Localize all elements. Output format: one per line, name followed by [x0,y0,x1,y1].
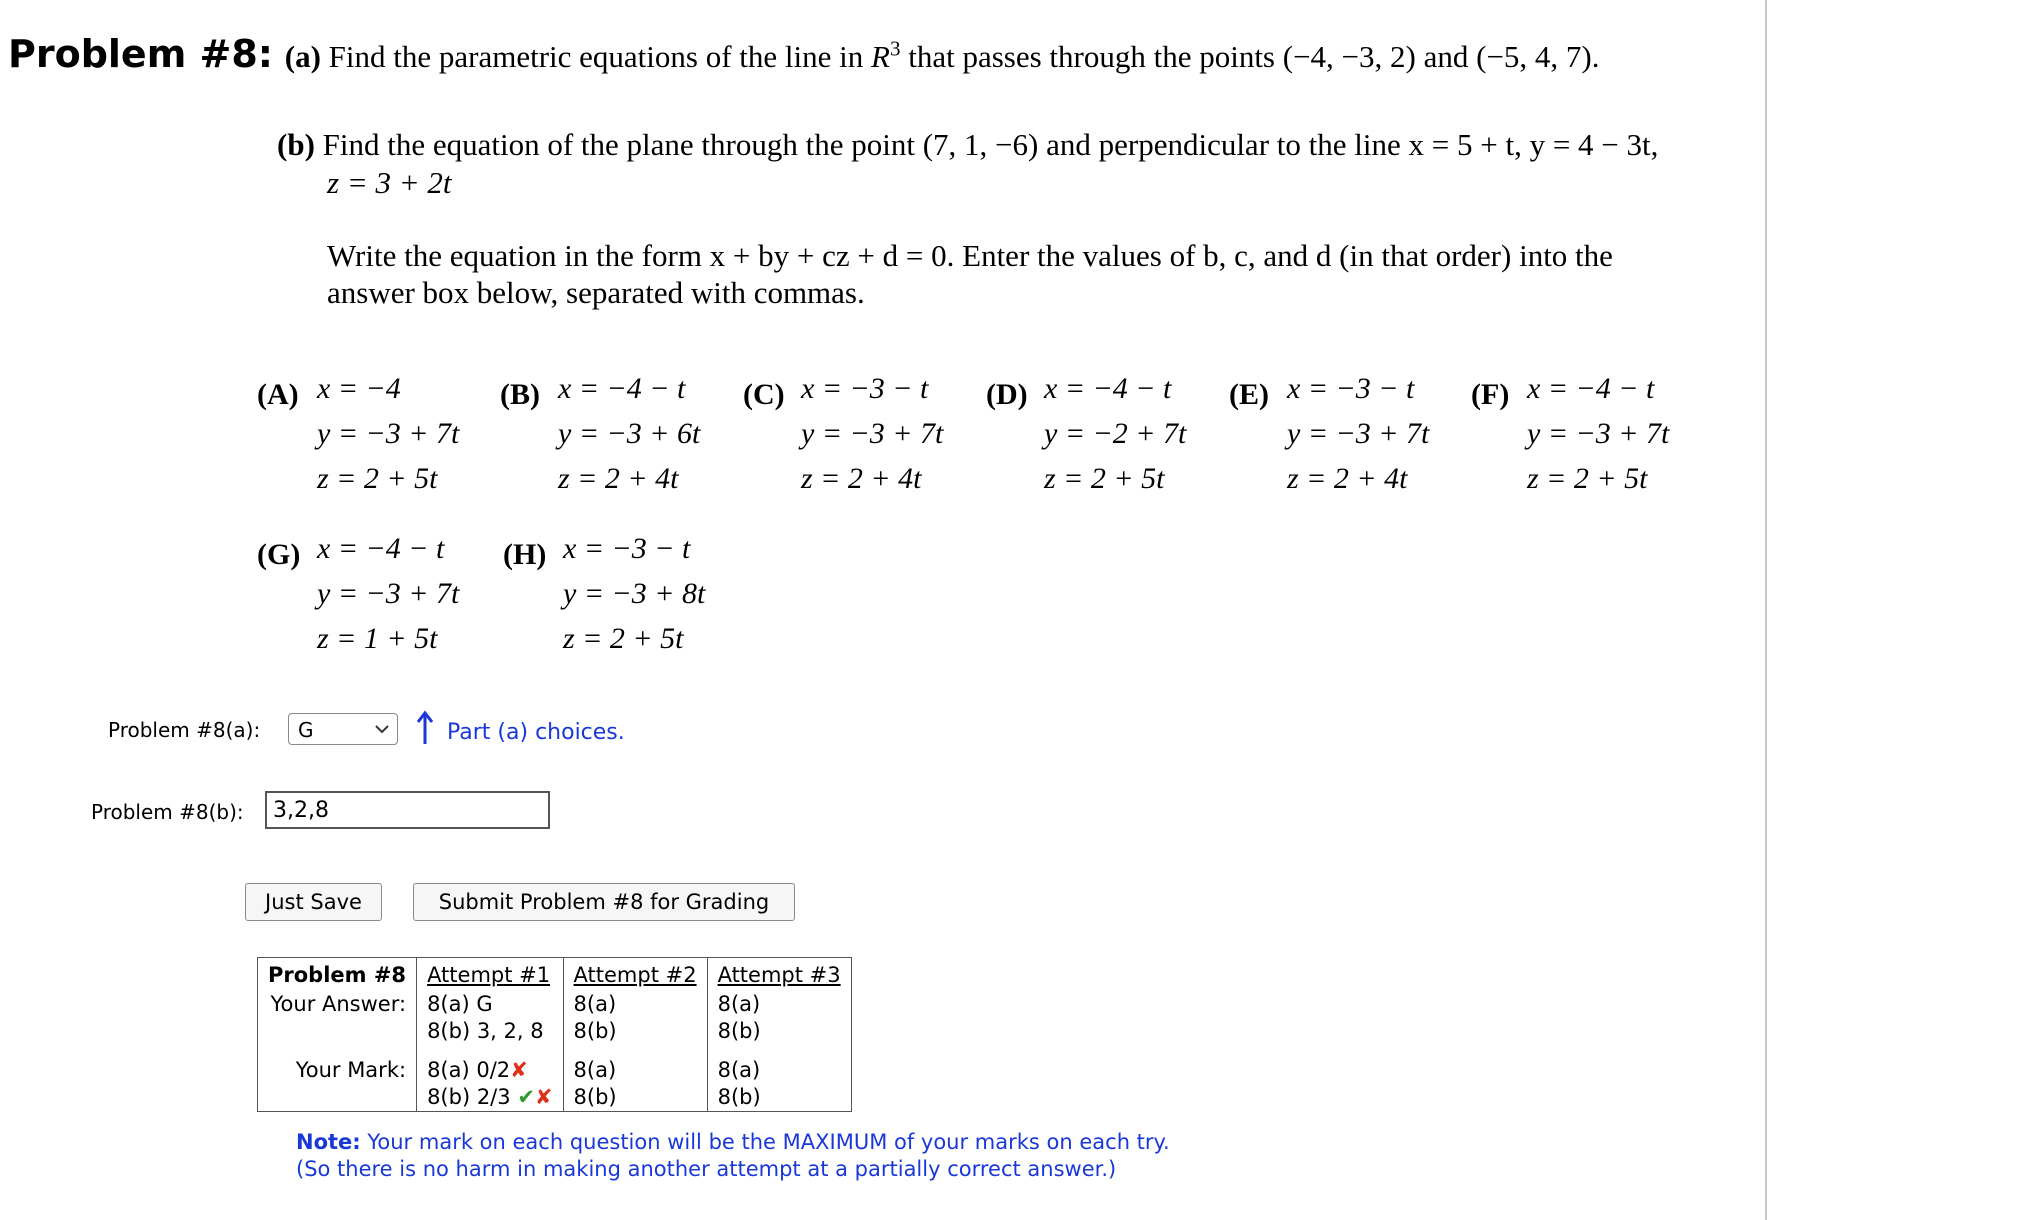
choice-label: (C) [743,378,785,411]
choice-z: z = 2 + 5t [317,462,438,495]
choice-x: x = −4 − t [317,532,445,565]
choice-z: z = 2 + 4t [801,462,922,495]
part-a-marker: (a) [284,39,321,74]
part-a-text-1: Find the parametric equations of the line in [328,39,872,74]
part-a-answer-label: Problem #8(a): [108,718,261,742]
input-value: 3,2,8 [273,798,329,823]
just-save-button[interactable]: Just Save [245,883,382,921]
attempt-3-header[interactable]: Attempt #3 [707,958,851,992]
choice-y: y = −3 + 8t [563,577,706,610]
choice-x: x = −4 − t [1044,372,1172,405]
choice-x: x = −3 − t [563,532,691,565]
choice-label: (F) [1471,378,1510,411]
part-b-marker: (b) [277,127,315,162]
grading-note [296,1129,1170,1183]
attempt-2-mark: 8(a) 8(b) [563,1045,707,1112]
table-row [258,991,852,1045]
choice-x: x = −4 − t [1527,372,1655,405]
attempt-1-answer: 8(a) G 8(b) 3, 2, 8 [417,991,563,1045]
attempt-3-mark: 8(a) 8(b) [707,1045,851,1112]
attempt-1-header[interactable]: Attempt #1 [417,958,563,992]
choice-y: y = −3 + 7t [801,417,944,450]
part-a-space-exp: 3 [889,36,901,61]
part-b-answer-input[interactable] [265,791,550,829]
choice-x: x = −4 − t [558,372,686,405]
page-divider [1765,0,1767,1220]
answer-row-label: Your Answer: [258,991,417,1045]
note-line-2: (So there is no harm in making another attempt at a partially correct answer.) [296,1157,1117,1181]
choice-z: z = 1 + 5t [317,622,438,655]
choice-y: y = −3 + 7t [317,577,460,610]
submit-button[interactable]: Submit Problem #8 for Grading [413,883,795,921]
attempt-1-mark: 8(a) 0/2✘ 8(b) 2/3 ✔✘ [417,1045,563,1112]
part-a-text-2: that passes through the points (−4, −3, 2) and (−5, 4, 7). [900,39,1600,74]
choice-z: z = 2 + 5t [563,622,684,655]
choice-y: y = −3 + 7t [1287,417,1430,450]
choice-label: (B) [500,378,540,411]
attempt-3-answer: 8(a) 8(b) [707,991,851,1045]
part-b-instructions-1: Write the equation in the form x + by + cz + d = 0. Enter the values of b, c, and d (in that order) into the [327,238,1613,273]
mark-row-label: Your Mark: [258,1045,417,1112]
choice-x: x = −3 − t [801,372,929,405]
choice-z: z = 2 + 5t [1044,462,1165,495]
incorrect-icon: ✘ [510,1058,528,1082]
correct-icon: ✔ [517,1085,535,1109]
choice-z: z = 2 + 5t [1527,462,1648,495]
table-header-row [258,958,852,992]
part-b-answer-label: Problem #8(b): [91,800,244,824]
choice-label: (H) [503,538,547,571]
note-bold: Note: [296,1130,361,1154]
choice-label: (G) [257,538,301,571]
chevron-down-icon [373,720,391,738]
part-b-line-1 [277,127,1658,163]
problem-heading [8,32,1600,76]
choice-x: x = −3 − t [1287,372,1415,405]
choice-x: x = −4 [317,372,401,405]
part-a-answer-select[interactable] [288,713,398,745]
table-row [258,1045,852,1112]
choice-label: (E) [1229,378,1269,411]
choice-y: y = −3 + 7t [1527,417,1670,450]
attempts-table [257,957,852,1112]
choice-z: z = 2 + 4t [558,462,679,495]
choice-y: y = −2 + 7t [1044,417,1187,450]
choice-label: (D) [986,378,1028,411]
part-b-text: Find the equation of the plane through the point (7, 1, −6) and perpendicular to the line x = 5 + t, y = 4 − 3t, [322,127,1659,162]
selected-value: G [298,718,314,742]
part-a-space: R [871,39,890,74]
table-header-problem: Problem #8 [258,958,417,992]
attempt-2-header[interactable]: Attempt #2 [563,958,707,992]
part-b-instructions-2: answer box below, separated with commas. [327,275,865,310]
attempt-2-answer: 8(a) 8(b) [563,991,707,1045]
problem-label: Problem #8: [8,32,273,76]
choice-label: (A) [257,378,299,411]
incorrect-icon: ✘ [534,1085,553,1109]
choice-z: z = 2 + 4t [1287,462,1408,495]
part-a-choices-text: Part (a) choices. [447,720,625,745]
part-b-line-2: z = 3 + 2t [327,165,452,200]
arrow-up-icon [415,710,435,746]
choice-y: y = −3 + 7t [317,417,460,450]
note-line-1: Your mark on each question will be the MAXIMUM of your marks on each try. [360,1130,1170,1154]
choice-y: y = −3 + 6t [558,417,701,450]
